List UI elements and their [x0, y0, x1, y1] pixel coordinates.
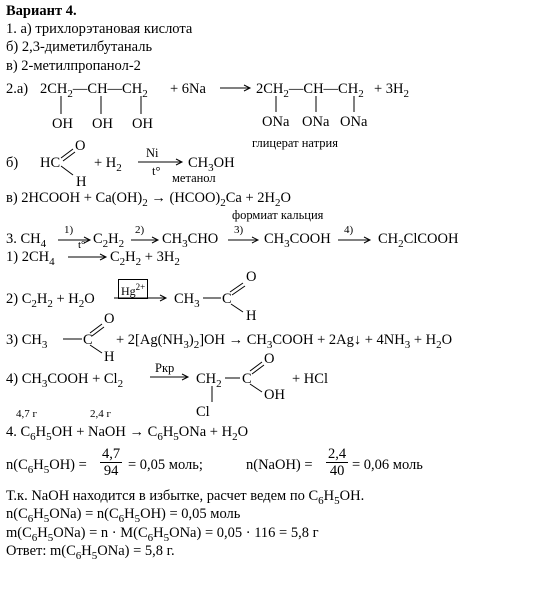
- n-naoh-num: 2,4: [328, 446, 347, 462]
- eq-2b-catalyst: Ni: [146, 146, 159, 160]
- eq-2a-ona2: ONa: [302, 114, 330, 130]
- n-phenol-fraction: [100, 447, 122, 478]
- line-excess: Т.к. NaOH находится в избытке, расчет ведем по $C_6H_5OH$.: [6, 488, 365, 507]
- eq-2b-product-name: метанол: [172, 171, 216, 185]
- line-m-product: $m(C_6H_5ONa) = n \cdot M(C_6H_5ONa) = 0,05 \cdot 116 = 5,8$ г: [6, 525, 319, 544]
- eq-2a-na: + 6Na: [170, 81, 206, 97]
- eq-3-3-o: O: [104, 311, 115, 327]
- eq-3-1-condition: t°: [78, 239, 86, 251]
- eq-2a-prod-chain: $2CH_2—CH—CH_2$: [256, 81, 364, 100]
- eq-3-1-right: $C_2H_2 + 3H_2$: [110, 249, 180, 268]
- eq-2a-h2: + $3H_2$: [374, 81, 410, 100]
- eq-4: 4. $C_6H_5OH$ + NaOH → $C_6H_5ONa + H_2O$: [6, 424, 249, 443]
- page-title: Вариант 4.: [6, 3, 77, 19]
- eq-3-4-oh: OH: [264, 387, 285, 403]
- eq-2b-h2: + $H_2$: [94, 155, 122, 174]
- eq-2b-product: $CH_3OH$: [188, 155, 235, 174]
- mass-naoh: 2,4 г: [90, 408, 112, 420]
- eq-2a-label: 2.а): [6, 81, 29, 97]
- eq-2a-ona1: ONa: [262, 114, 290, 130]
- eq-2b-o: O: [75, 138, 86, 154]
- eq-3-4-o: O: [264, 351, 275, 367]
- eq-3-2-c: C: [222, 291, 232, 307]
- eq-3-3-ch3: 3) $CH_3$: [6, 332, 48, 351]
- eq-2a-oh1: OH: [52, 116, 73, 132]
- chain-ch3cooh: $CH_3COOH$: [264, 231, 331, 250]
- eq-2a-ona3: ONa: [340, 114, 368, 130]
- eq-3-2-o: O: [246, 269, 257, 285]
- eq-3-2-catalyst: $Hg^{2+}$: [118, 279, 148, 299]
- eq-2b-h: H: [76, 174, 87, 190]
- item-1c: в) 2-метилпропанол-2: [6, 58, 141, 74]
- eq-3-4-ch2: $CH_2$: [196, 371, 222, 390]
- n-naoh-label: n(NaOH) =: [246, 457, 313, 473]
- item-1b: б) 2,3-диметилбутаналь: [6, 39, 153, 55]
- eq-2a-oh3: OH: [132, 116, 153, 132]
- n-phenol-num: 4,7: [102, 446, 121, 462]
- chain-start: 3. $CH_4$: [6, 231, 47, 250]
- eq-2c-product-name: формиат кальция: [232, 208, 324, 222]
- eq-3-4-left: 4) $CH_3COOH + Cl_2$: [6, 371, 124, 390]
- eq-3-2-ch3: $CH_3$: [174, 291, 200, 310]
- chain-step-4: 4): [344, 224, 354, 236]
- mass-phenol: 4,7 г: [16, 408, 38, 420]
- chain-step-1: 1): [64, 224, 74, 236]
- eq-2b-hc: HC: [40, 155, 61, 171]
- n-naoh-fraction: [326, 447, 348, 478]
- line-n-product: $n(C_6H_5ONa) = n(C_6H_5OH) = 0,05$ моль: [6, 506, 241, 525]
- chain-c2h2: $C_2H_2$: [93, 231, 125, 250]
- eq-2a-oh2: OH: [92, 116, 113, 132]
- n-phenol-result: = 0,05 моль;: [128, 457, 203, 473]
- n-naoh-den: 40: [326, 462, 348, 479]
- eq-3-2-h: H: [246, 308, 257, 324]
- chain-step-2: 2): [135, 224, 145, 236]
- eq-3-3-rest: + $2[Ag(NH_3)_2]OH$ → $CH_3COOH$ + 2Ag↓ + $4NH_3 + H_2O$: [116, 332, 453, 351]
- eq-2a-chain: $2CH_2—CH—CH_2$: [40, 81, 148, 100]
- n-phenol-den: 94: [100, 462, 122, 479]
- chain-end: $CH_2ClCOOH$: [378, 231, 459, 250]
- eq-3-3-c: C: [83, 332, 93, 348]
- eq-2b-label: б): [6, 155, 19, 171]
- eq-2c: в) 2HCOOH + $Ca(OH)_2$ → $(HCOO)_2Ca + 2H_2O$: [6, 190, 291, 209]
- eq-3-4-hcl: + HCl: [292, 371, 328, 387]
- eq-3-4-cl: Cl: [196, 404, 210, 420]
- eq-3-1-left: 1) $2CH_4$: [6, 249, 55, 268]
- eq-2a-product-name: глицерат натрия: [252, 136, 338, 150]
- chain-ch3cho: $CH_3CHO$: [162, 231, 219, 250]
- eq-3-4-c: C: [242, 371, 252, 387]
- eq-3-3-h: H: [104, 349, 115, 365]
- item-1a: 1. а) трихлорэтановая кислота: [6, 21, 193, 37]
- eq-3-2-left: 2) $C_2H_2 + H_2O$: [6, 291, 95, 310]
- chain-step-3: 3): [234, 224, 244, 236]
- eq-3-4-catalyst: Pкр: [155, 361, 175, 375]
- n-phenol-label: $n(C_6H_5OH)$ =: [6, 457, 87, 476]
- n-naoh-result: = 0,06 моль: [352, 457, 423, 473]
- eq-2b-condition: t°: [152, 164, 161, 178]
- line-answer: Ответ: $m(C_6H_5ONa) = 5,8$ г.: [6, 543, 175, 562]
